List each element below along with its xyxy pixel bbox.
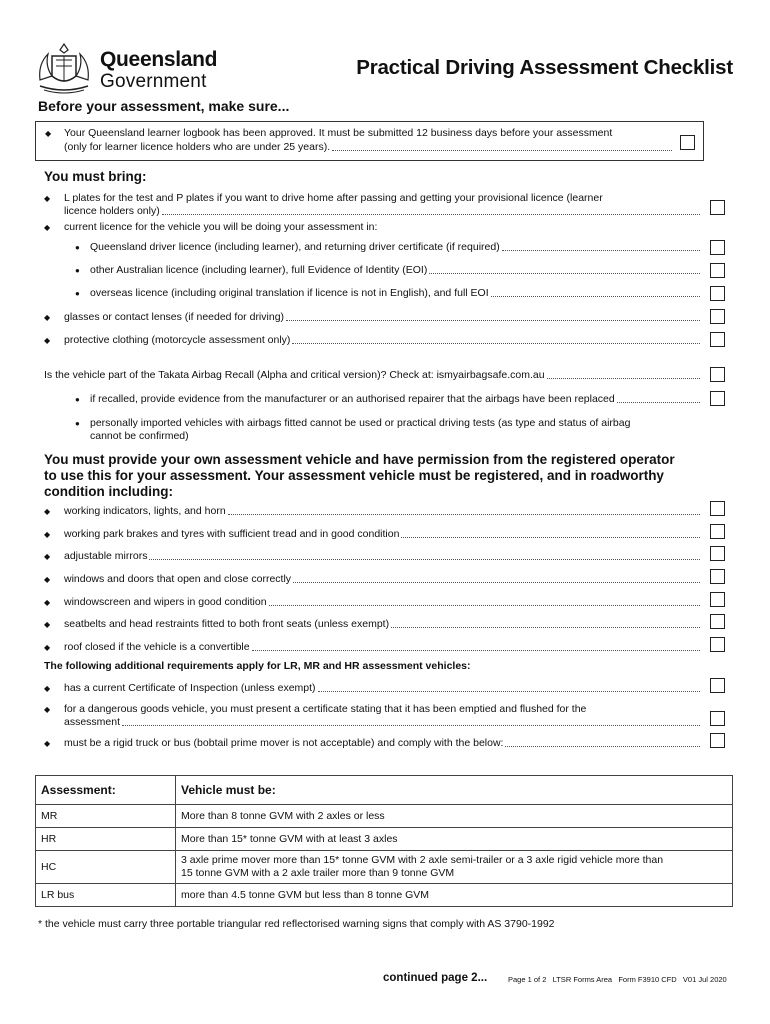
table-header bbox=[36, 776, 733, 805]
bullet-icon: ◆ bbox=[44, 705, 51, 714]
bullet-icon: ◆ bbox=[44, 194, 51, 203]
table-cell: more than 4.5 tonne GVM but less than 8 tonne GVM bbox=[176, 884, 733, 907]
bullet-icon: ◆ bbox=[45, 129, 52, 138]
leader-line bbox=[332, 149, 672, 151]
leader-line bbox=[252, 649, 700, 651]
leader-line bbox=[269, 604, 700, 606]
protective-clothing: protective clothing (motorcycle assessment only) bbox=[64, 334, 704, 347]
bullet-icon: ◆ bbox=[44, 739, 51, 748]
imported-line2: cannot be confirmed) bbox=[90, 430, 189, 442]
brakes: working park brakes and tyres with sufficient tread and in good condition bbox=[64, 528, 704, 541]
seatbelts: seatbelts and head restraints fitted to both front seats (unless exempt) bbox=[64, 618, 704, 631]
leader-line bbox=[547, 377, 700, 379]
bullet-icon: ● bbox=[75, 395, 80, 404]
table-row bbox=[36, 884, 733, 907]
takata-question: Is the vehicle part of the Takata Airbag Recall (Alpha and critical version)? Check at: ismyairbagsafe.com.au bbox=[44, 369, 704, 382]
footnote: * the vehicle must carry three portable triangular red reflectorised warning signs that comply with AS 3790-1992 bbox=[38, 918, 555, 930]
leader-line bbox=[286, 319, 700, 321]
bullet-icon: ◆ bbox=[44, 684, 51, 693]
certificate-checkbox[interactable] bbox=[710, 678, 725, 693]
leader-line bbox=[491, 295, 700, 297]
logbook-line1: Your Queensland learner logbook has been approved. It must be submitted 12 business days before your assessment bbox=[64, 127, 613, 139]
other-aus-licence: other Australian licence (including learner), full Evidence of Identity (EOI) bbox=[90, 264, 704, 277]
leader-line bbox=[318, 690, 700, 692]
certificate: has a current Certificate of Inspection (unless exempt) bbox=[64, 682, 704, 695]
seatbelts-checkbox[interactable] bbox=[710, 614, 725, 629]
bullet-icon: ● bbox=[75, 266, 80, 275]
table-row bbox=[36, 805, 733, 828]
roof: roof closed if the vehicle is a convertible bbox=[64, 641, 704, 654]
bring-heading: You must bring: bbox=[44, 169, 147, 184]
l-plates-checkbox[interactable] bbox=[710, 200, 725, 215]
windscreen-checkbox[interactable] bbox=[710, 592, 725, 607]
bullet-icon: ◆ bbox=[44, 530, 51, 539]
roof-checkbox[interactable] bbox=[710, 637, 725, 652]
rigid-checkbox[interactable] bbox=[710, 733, 725, 748]
logbook-line2: (only for learner licence holders who are under 25 years). bbox=[64, 141, 676, 154]
table-row bbox=[36, 851, 733, 884]
dangerous-line1: for a dangerous goods vehicle, you must present a certificate stating that it has been emptied and flushed for the bbox=[64, 703, 587, 715]
bullet-icon: ◆ bbox=[44, 575, 51, 584]
logbook-checkbox[interactable] bbox=[680, 135, 695, 150]
bullet-icon: ◆ bbox=[44, 223, 51, 232]
leader-line bbox=[292, 342, 700, 344]
glasses: glasses or contact lenses (if needed for driving) bbox=[64, 311, 704, 324]
table-cell: HR bbox=[36, 828, 176, 851]
other-aus-checkbox[interactable] bbox=[710, 263, 725, 278]
qld-government-logo bbox=[34, 40, 218, 96]
header-assessment: Assessment: bbox=[36, 776, 176, 805]
indicators-checkbox[interactable] bbox=[710, 501, 725, 516]
imported-line1: personally imported vehicles with airbags fitted cannot be used or practical driving tests (as type and status of airbag bbox=[90, 417, 631, 429]
overseas-checkbox[interactable] bbox=[710, 286, 725, 301]
overseas-licence: overseas licence (including original translation if licence is not in English), and full EOI bbox=[90, 287, 704, 300]
l-plates-line2: licence holders only) bbox=[64, 205, 704, 218]
takata-recalled: if recalled, provide evidence from the manufacturer or an authorised repairer that the airbags have been replaced bbox=[90, 393, 704, 406]
leader-line bbox=[228, 513, 700, 515]
header-vehicle: Vehicle must be: bbox=[176, 776, 733, 805]
page-title: Practical Driving Assessment Checklist bbox=[356, 56, 733, 79]
vehicle-requirements-table bbox=[35, 775, 733, 907]
table-cell: HC bbox=[36, 851, 176, 884]
leader-line bbox=[617, 401, 700, 403]
logo-line2: Government bbox=[100, 71, 207, 92]
bullet-icon: ◆ bbox=[44, 552, 51, 561]
leader-line bbox=[401, 536, 700, 538]
clothing-checkbox[interactable] bbox=[710, 332, 725, 347]
qld-licence-checkbox[interactable] bbox=[710, 240, 725, 255]
qld-licence: Queensland driver licence (including learner), and returning driver certificate (if required) bbox=[90, 241, 704, 254]
windows-checkbox[interactable] bbox=[710, 569, 725, 584]
bullet-icon: ◆ bbox=[44, 313, 51, 322]
table-cell: More than 8 tonne GVM with 2 axles or less bbox=[176, 805, 733, 828]
bullet-icon: ◆ bbox=[44, 598, 51, 607]
rigid-truck: must be a rigid truck or bus (bobtail prime mover is not acceptable) and comply with the below: bbox=[64, 737, 704, 750]
before-heading: Before your assessment, make sure... bbox=[38, 98, 290, 114]
table-cell: LR bus bbox=[36, 884, 176, 907]
leader-line bbox=[429, 272, 700, 274]
table-cell: 3 axle prime mover more than 15* tonne GVM with 2 axle semi-trailer or a 3 axle rigid vehicle more than 15 tonne GVM with a 2 axle trailer more than 9 tonne GVM bbox=[176, 851, 733, 884]
dangerous-line2: assessment bbox=[64, 716, 704, 729]
leader-line bbox=[162, 213, 700, 215]
bullet-icon: ◆ bbox=[44, 643, 51, 652]
vehicle-heading: You must provide your own assessment vehicle and have permission from the registered operator to use this for your assessment. Your assessment vehicle must be registered, and in roadworthy condition including: bbox=[44, 452, 675, 499]
brakes-checkbox[interactable] bbox=[710, 524, 725, 539]
takata-checkbox[interactable] bbox=[710, 367, 725, 382]
bullet-icon: ◆ bbox=[44, 507, 51, 516]
current-licence: current licence for the vehicle you will be doing your assessment in: bbox=[64, 221, 378, 233]
leader-line bbox=[505, 745, 700, 747]
leader-line bbox=[149, 558, 700, 560]
windscreen: windowscreen and wipers in good condition bbox=[64, 596, 704, 609]
recalled-checkbox[interactable] bbox=[710, 391, 725, 406]
glasses-checkbox[interactable] bbox=[710, 309, 725, 324]
indicators: working indicators, lights, and horn bbox=[64, 505, 704, 518]
leader-line bbox=[502, 249, 700, 251]
mirrors: adjustable mirrors bbox=[64, 550, 704, 563]
leader-line bbox=[391, 626, 700, 628]
dangerous-checkbox[interactable] bbox=[710, 711, 725, 726]
bullet-icon: ◆ bbox=[44, 336, 51, 345]
coat-of-arms-icon bbox=[34, 40, 94, 96]
bullet-icon: ● bbox=[75, 419, 80, 428]
bullet-icon: ◆ bbox=[44, 620, 51, 629]
leader-line bbox=[293, 581, 700, 583]
leader-line bbox=[122, 724, 700, 726]
table-cell: More than 15* tonne GVM with at least 3 axles bbox=[176, 828, 733, 851]
bullet-icon: ● bbox=[75, 243, 80, 252]
table-cell: MR bbox=[36, 805, 176, 828]
additional-heading: The following additional requirements apply for LR, MR and HR assessment vehicles: bbox=[44, 660, 471, 672]
logo-line1: Queensland bbox=[100, 48, 218, 71]
table-row bbox=[36, 828, 733, 851]
bullet-icon: ● bbox=[75, 289, 80, 298]
mirrors-checkbox[interactable] bbox=[710, 546, 725, 561]
page-info: Page 1 of 2 LTSR Forms Area Form F3910 CFD V01 Jul 2020 bbox=[508, 975, 727, 984]
l-plates-line1: L plates for the test and P plates if you want to drive home after passing and getting your provisional licence (learner bbox=[64, 192, 603, 204]
windows: windows and doors that open and close correctly bbox=[64, 573, 704, 586]
continued-label: continued page 2... bbox=[383, 972, 488, 984]
